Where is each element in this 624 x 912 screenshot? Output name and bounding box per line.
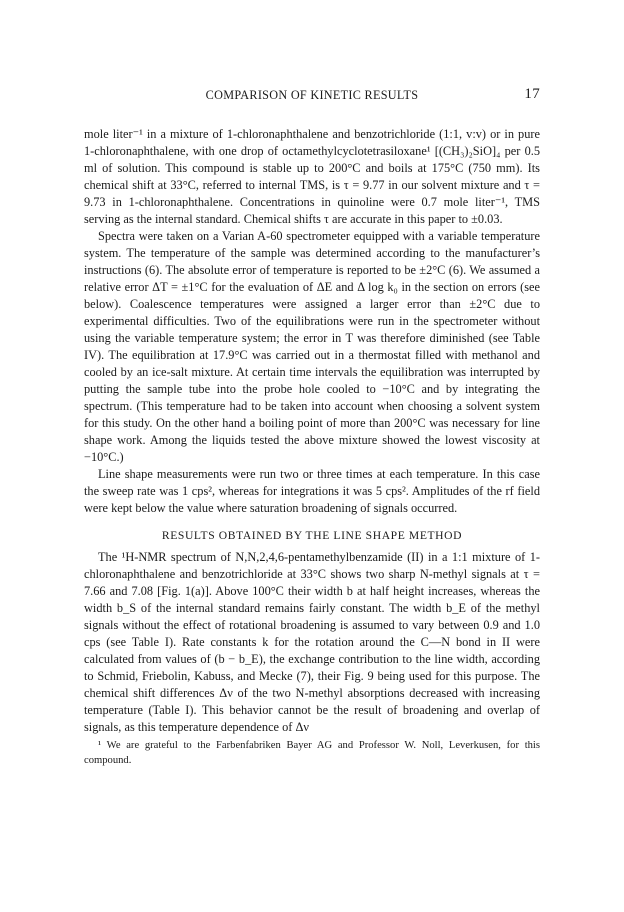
running-title: COMPARISON OF KINETIC RESULTS <box>205 88 419 102</box>
page-number: 17 <box>524 86 540 102</box>
body-text <box>84 126 540 768</box>
paragraph-spectra: Spectra were taken on a Varian A-60 spectrometer equipped with a variable temperature system. The temperature of the sample was determined according to the manufacturer’s instructions (6). The absolute error of temperature is reported to be ±2°C (6). We assumed a relative error ΔT = ±1°C for the evaluation of ΔE and Δ log k₀ in the section on errors (see below). Coalescence temperatures were assigned a larger error than ±2°C due to experimental difficulties. Two of the equilibrations were run in the spectrometer without using the variable temperature system; the error in T was therefore diminished (see Table IV). The equilibration at 17.9°C was carried out in a thermostat filled with methanol and cooled by an ice-salt mixture. At certain time intervals the equilibration was interrupted by putting the sample tube into the probe hole cooled to −10°C and by integrating the spectrum. (This temperature had to be taken into account when choosing a solvent system for this study. On the other hand a boiling point of more than 200°C was necessary for line shape work. Among the liquids tested the above mixture showed the lowest viscosity at −10°C.) <box>84 229 540 464</box>
paragraph-line-shape: Line shape measurements were run two or three times at each temperature. In this case the sweep rate was 1 cps², whereas for integrations it was 5 cps². Amplitudes of the rf field were kept below the value where saturation broadening of signals occurred. <box>84 467 540 515</box>
running-head <box>84 88 540 106</box>
section-heading: RESULTS OBTAINED BY THE LINE SHAPE METHOD <box>161 529 463 542</box>
paragraph-results: The ¹H-NMR spectrum of N,N,2,4,6-pentamethylbenzamide (II) in a 1:1 mixture of 1-chloronaphthalene and benzotrichloride at 33°C shows two sharp N-methyl signals at τ = 7.66 and 7.08 [Fig. 1(a)]. Above 100°C their width b at half height increases, whereas the width b_S of the internal standard remains fairly constant. The width b_E of the methyl signals without the effect of rotational broadening is assumed to vary between 0.9 and 1.0 cps (see Table I). Rate constants k for the rotation around the C—N bond in II were calculated from values of (b − b_E), the exchange contribution to the line width, according to Schmid, Friebolin, Kabuss, and Mecke (7), their Fig. 9 being used for this purpose. The chemical shift differences Δν of the two N-methyl absorptions decreased with increasing temperature (Table I). This behavior cannot be the result of broadening and overlap of signals, as this temperature dependence of Δν <box>84 550 540 734</box>
paragraph-continued: mole liter⁻¹ in a mixture of 1-chloronaphthalene and benzotrichloride (1:1, v:v) or in pure 1-chloronaphthalene, with one drop of octamethylcyclotetrasiloxane¹ [(CH₃)₂SiO]₄ per 0.5 ml of solution. This compound is stable up to 200°C and boils at 175°C (750 mm). Its chemical shift at 33°C, referred to internal TMS, is τ = 9.77 in our solvent mixture and τ = 9.73 in 1-chloronaphthalene. Concentrations in quinoline were 0.7 mole liter⁻¹, TMS serving as the internal standard. Chemical shifts τ are accurate in this paper to ±0.03. <box>84 127 540 226</box>
footnote: ¹ We are grateful to the Farbenfabriken Bayer AG and Professor W. Noll, Leverkusen, for this compound. <box>84 740 540 766</box>
